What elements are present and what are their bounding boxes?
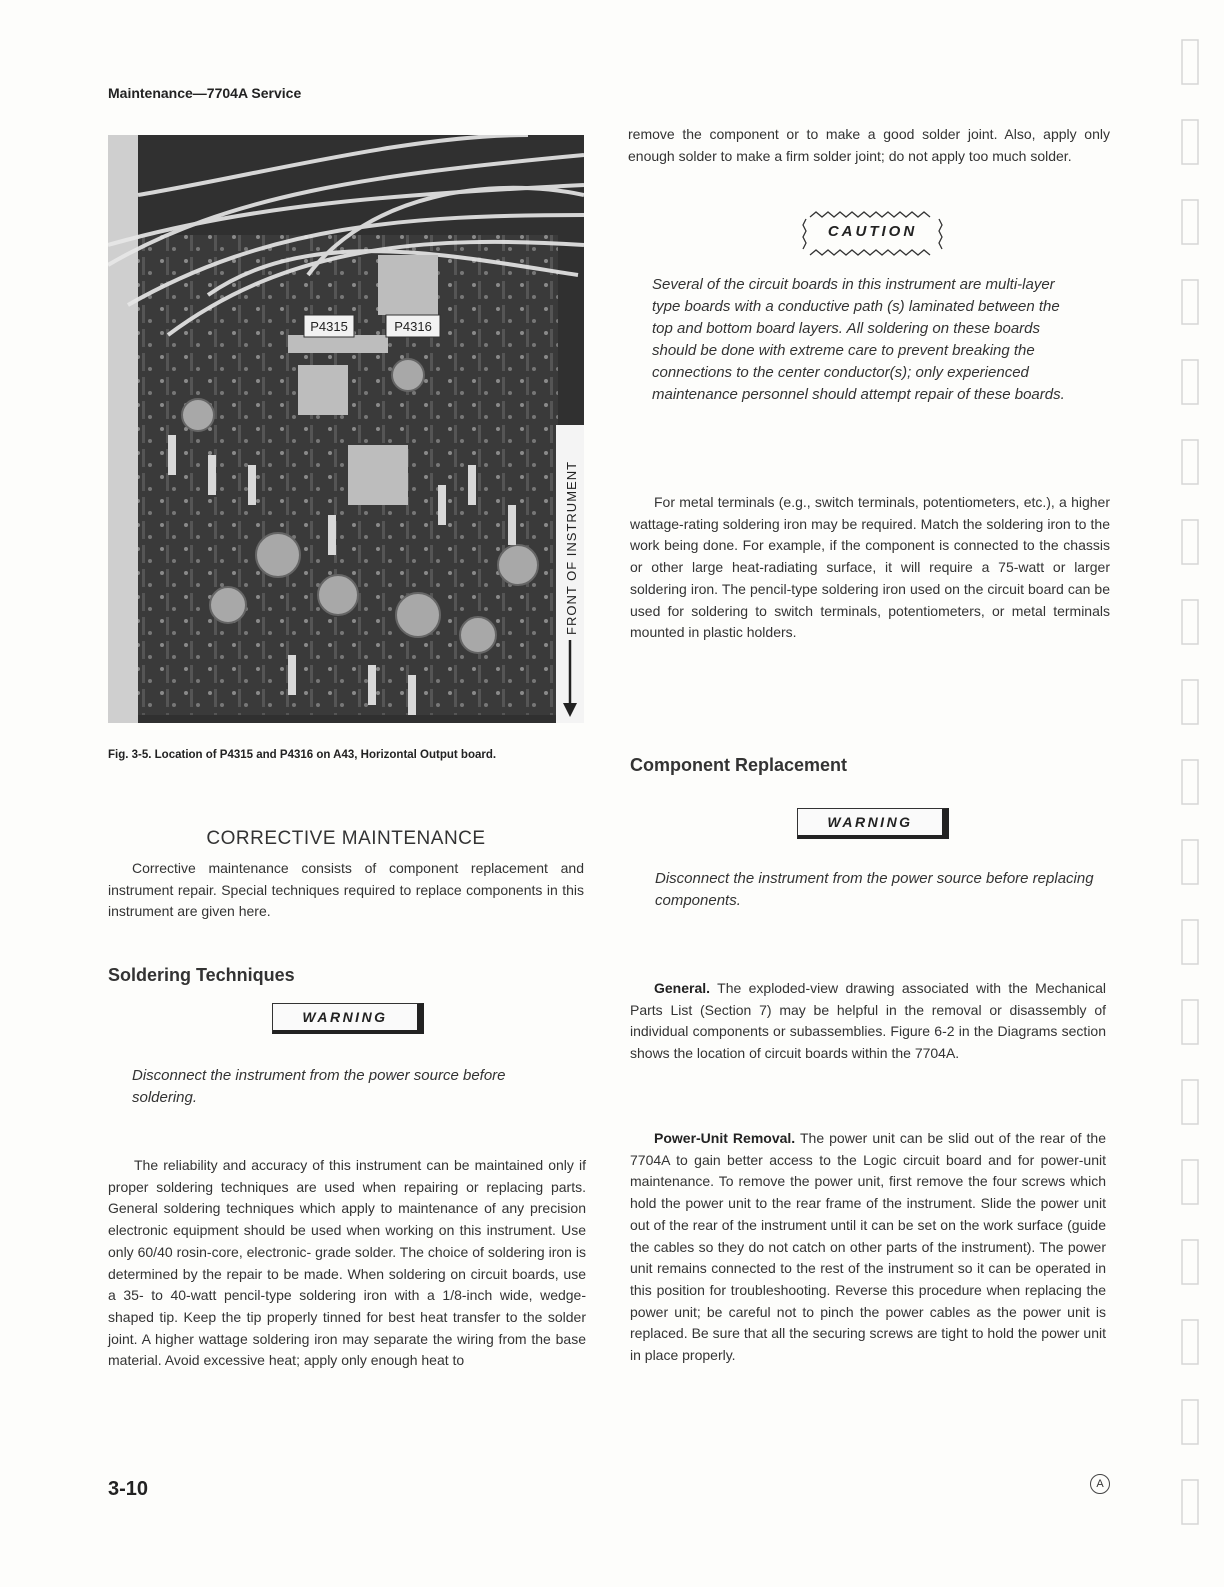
revision-mark: A (1090, 1474, 1110, 1494)
running-header: Maintenance—7704A Service (108, 85, 302, 101)
soldering-body: The reliability and accuracy of this instrument can be maintained only if proper soldering techniques are used when repairing or replacing parts. General soldering techniques which apply to maintenance of any precision electronic equipment should be used when working on this instrument. Use only 60/40 rosin-core, electronic- grade solder. The choice of soldering iron is determined by the repair to be made. When soldering on circuit boards, use a 35- to 40-watt pencil-type soldering iron with a 1/8-inch wide, wedge-shaped tip. Keep the tip properly tinned for best heat transfer to the solder joint. A higher wattage soldering iron may separate the wiring from the base material. Avoid excessive heat; apply only enough heat to (108, 1157, 586, 1369)
general-paragraph (630, 978, 1106, 1065)
circuit-board-photo (108, 135, 584, 723)
figure-caption: Fig. 3-5. Location of P4315 and P4316 on A43, Horizontal Output board. (108, 749, 497, 761)
caution-label: CAUTION (827, 223, 918, 240)
power-unit-label: Power-Unit Removal. (654, 1130, 796, 1146)
page-number: 3-10 (108, 1478, 149, 1500)
section-title: CORRECTIVE MAINTENANCE (206, 828, 486, 849)
general-label: General. (654, 980, 711, 996)
caution-box (800, 205, 945, 263)
power-unit-text: The power unit can be slid out of the rear of the 7704A to gain better access to the Logic circuit board and for power-unit maintenance. To remove the power unit, first remove the four screws which hold the power unit to the rear frame of the instrument. Slide the power unit out of the rear of the instrument until it can be set on the work surface (guide the cables so they do not catch on other parts of the instrument). The power unit remains connected to the rest of the instrument so it can be operated in this position for troubleshooting. Reverse this procedure when replacing the power unit; be careful not to pinch the power cables as the power unit is replaced. Be sure that all the securing screws are tight to hold the power unit in place properly. (630, 1130, 1107, 1364)
metal-terminals-paragraph: For metal terminals (e.g., switch terminals, potentiometers, etc.), a higher wattage-rating soldering iron may be required. Match the soldering iron to the work being done. For example, if the component is connected to the chassis or other large heat-radiating surface, it will require a 75-watt or larger soldering iron. The pencil-type soldering iron used on the circuit board can be used for soldering to switch terminals, potentiometers, or metal terminals mounted in plastic holders. (630, 494, 1110, 641)
component-replacement-heading: Component Replacement (630, 755, 848, 775)
warning-text-soldering: Disconnect the instrument from the power source before soldering. (132, 1067, 506, 1106)
binding-edge (1178, 0, 1224, 1582)
soldering-heading: Soldering Techniques (108, 965, 295, 985)
warning-text-replacement: Disconnect the instrument from the power source before replacing components. (655, 870, 1094, 909)
continuation-paragraph: remove the component or to make a good solder joint. Also, apply only enough solder to make a firm solder joint; do not apply too much solder. (628, 126, 1110, 164)
power-unit-paragraph (630, 1128, 1106, 1367)
warning-box-replacement: WARNING (797, 808, 949, 839)
caution-text: Several of the circuit boards in this instrument are multi-layer type boards with a conductive path (s) laminated between the top and bottom board layers. All soldering on these boards should be done with extreme care to prevent breaking the connections to the center conductor(s); only experienced maintenance personnel should attempt repair of these boards. (652, 276, 1065, 403)
warning-box-soldering: WARNING (272, 1003, 424, 1034)
general-text: The exploded-view drawing associated with the Mechanical Parts List (Section 7) may be helpful in the removal or disassembly of individual components or subassemblies. Figure 6-2 in the Diagrams section shows the location of circuit boards within the 7704A. (630, 980, 1107, 1062)
intro-paragraph: Corrective maintenance consists of component replacement and instrument repair. Special techniques required to replace components in this instrument are given here. (108, 860, 584, 920)
front-of-instrument-label: FRONT OF INSTRUMENT (564, 460, 579, 635)
label-p4316: P4316 (394, 319, 432, 334)
label-p4315: P4315 (310, 319, 348, 334)
